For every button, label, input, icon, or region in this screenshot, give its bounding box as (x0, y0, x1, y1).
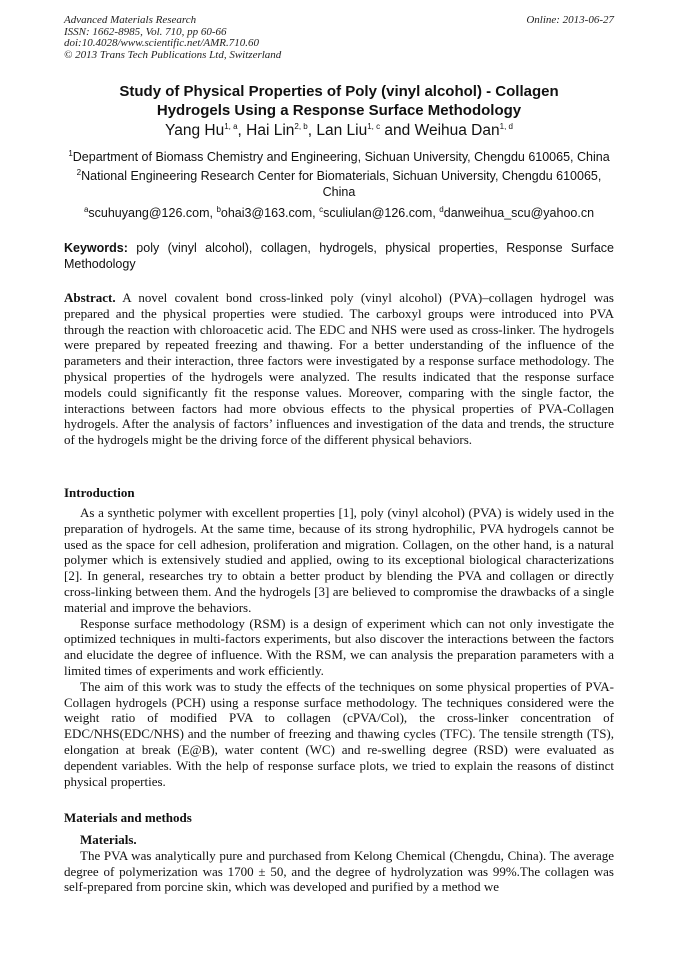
keywords-text: poly (vinyl alcohol), collagen, hydrogels, physical properties, Response Surface Methodology (64, 241, 614, 271)
paragraph: As a synthetic polymer with excellent properties [1], poly (vinyl alcohol) (PVA) is widely used in the preparation of hydrogels. At the same time, because of its strong hydrophilic, PVA hydrogels cannot be used as the space for cell adhesion, proliferation and migration. Collagen, on the other hand, is a natural polymer which is extensively studied and applied, owing to its exceptional biological characterizations [2]. In general, researches try to obtain a better product by blending the PVA and collagen or directly cross-linking between them. And the hydrogels [3] are believed to compromise the drawbacks of a single material and improve the behaviors. (64, 505, 614, 615)
keywords (64, 241, 614, 272)
title-line-1: Study of Physical Properties of Poly (vinyl alcohol) - Collagen (119, 83, 559, 100)
author-name: and Weihua Dan (380, 122, 500, 139)
title-line-2: Hydrogels Using a Response Surface Methodology (156, 102, 522, 119)
author-name: Yang Hu (165, 122, 225, 139)
abstract (64, 290, 614, 448)
paragraph: The PVA was analytically pure and purchased from Kelong Chemical (Chengdu, China). The average degree of polymerization was 1700 ± 50, and the degree of hydrolyzation was 99%.The collagen was self-prepared from porcine skin, which was developed and purified by a method we (64, 847, 614, 895)
paper-title (64, 82, 614, 120)
abstract-text: A novel covalent bond cross-linked poly (vinyl alcohol) (PVA)–collagen hydrogel was prepared and the physical properties were studied. The carboxyl groups were introduced into PVA through the reaction with chloroacetic acid. The EDC and NHS were used as cross-linker. The hydrogels were prepared by repeated freezing and thawing. For a better understanding of the influence of the parameters and their interaction, three factors were investigated by a response surface methodology. The physical properties of the hydrogels were analyzed. The results indicated that the response surface models could significantly fit the response values. Moreover, comparing with the single factor, the interactions between factors had more obvious effects to the physical properties of PVA-Collagen hydrogels. After the analysis of factors’ influences and investigation of the data and trends, the structure of the hydrogels might be the driving force of the different physical behaviors. (64, 290, 614, 448)
abstract-label: Abstract. (64, 290, 116, 305)
section-heading-methods: Materials and methods (64, 810, 192, 825)
keywords-label: Keywords: (64, 241, 128, 255)
methods-body (64, 832, 614, 895)
author-name: , Lan Liu (307, 122, 368, 139)
author-affil-mark: 1, d (499, 121, 513, 131)
copyright-line: © 2013 Trans Tech Publications Ltd, Switzerland (64, 48, 282, 61)
email-list: $^a$scuhuyang@126.com, $^b$ohai3@163.com, $^c$sculiulan@126.com, $^d$danweihua_scu@yahoo.cn (83, 204, 595, 220)
affiliation-1: $^1$Department of Biomass Chemistry and Engineering, Sichuan University, Chengdu 610065, China (68, 148, 610, 164)
author-affil-mark: 2, b (294, 121, 308, 131)
paragraph: Response surface methodology (RSM) is a design of experiment which can not only investigate the optimized techniques in multi-factors experiments, but also discover the interactions between the factors and elucidate the degree of influence. With the RSM, we can analysis the preparation parameters with a limited times of experiments and work efficiently. (64, 615, 614, 678)
paragraph: The aim of this work was to study the effects of the techniques on some physical properties of PVA-Collagen hydrogels (PCH) using a response surface methodology. The techniques considered were the weight ratio of modified PVA to collagen (cPVA/Col), the cross-linker concentration of EDC/NHS(EDC/NHS) and the number of freezing and thawing cycles (TFC). The tensile strength (TS), elongation at break (E@B), water content (WC) and re-swelling degree (RSD) were evaluated as dependent variables. With the help of response surface plots, we tried to explain the reasons of distinct physical properties. (64, 678, 614, 789)
online-date: Online: 2013-06-27 (526, 14, 614, 26)
author-affil-mark: 1, a (224, 121, 238, 131)
email-link[interactable]: ohai3@163.com, (220, 206, 320, 220)
author-affil-mark: 1, c (367, 121, 381, 131)
journal-name: Advanced Materials Research (64, 14, 197, 26)
affiliation-2: $^2$National Engineering Research Center for Biomaterials, Sichuan University, Chengdu 610065, China (76, 167, 602, 199)
author-list (64, 121, 614, 141)
introduction-body (64, 505, 614, 789)
page-header (64, 15, 614, 61)
section-heading-introduction: Introduction (64, 485, 135, 500)
issn-line: ISSN: 1662-8985, Vol. 710, pp 60-66 (64, 25, 227, 38)
doi-line: doi:10.4028/www.scientific.net/AMR.710.60 (64, 37, 260, 49)
email-link[interactable]: sculiulan@126.com, (323, 206, 440, 220)
email-link[interactable]: scuhuyang@126.com, (88, 206, 217, 220)
email-link[interactable]: danweihua_scu@yahoo.cn (443, 206, 595, 220)
author-name: , Hai Lin (237, 122, 295, 139)
subsection-heading: Materials. (80, 832, 137, 847)
